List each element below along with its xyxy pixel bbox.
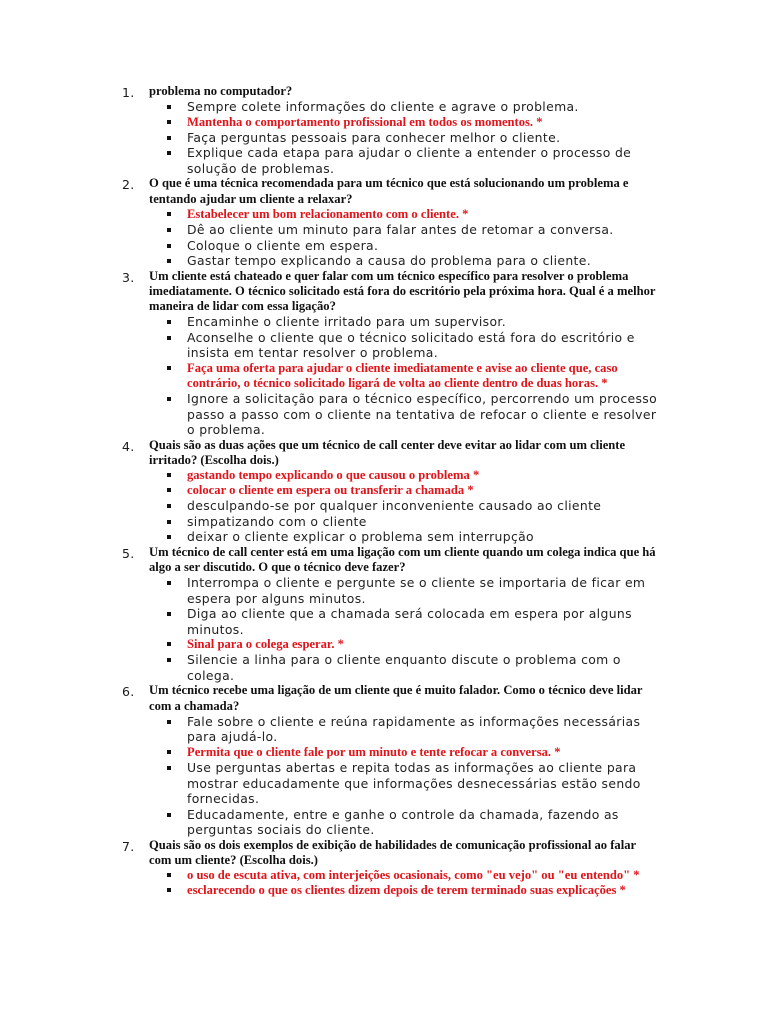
square-bullet-icon bbox=[167, 366, 171, 370]
question-text: Quais são as duas ações que um técnico de call center deve evitar ao lidar com um cliente irritado? (Escolha dois.) bbox=[149, 437, 626, 467]
quiz-document bbox=[0, 84, 768, 898]
option-text: colocar o cliente em espera ou transferir a chamada * bbox=[187, 483, 474, 498]
option-text: Use perguntas abertas e repita todas as informações ao cliente para mostrar educadamente que informações desnecessárias estão sendo fornecidas. bbox=[187, 760, 641, 807]
square-bullet-icon bbox=[167, 658, 171, 662]
question-number: 1. bbox=[122, 85, 135, 100]
square-bullet-icon bbox=[167, 120, 171, 124]
square-bullet-icon bbox=[167, 581, 171, 585]
option bbox=[187, 391, 657, 438]
option bbox=[187, 652, 657, 683]
option-text: deixar o cliente explicar o problema sem interrupção bbox=[187, 529, 534, 545]
question-5 bbox=[0, 545, 768, 684]
correct-option bbox=[187, 883, 657, 898]
square-bullet-icon bbox=[167, 612, 171, 616]
square-bullet-icon bbox=[167, 228, 171, 232]
option-text: Mantenha o comportamento profissional em todos os momentos. * bbox=[187, 114, 543, 129]
option bbox=[187, 330, 657, 361]
options-list bbox=[0, 207, 768, 269]
options-list bbox=[0, 868, 768, 898]
option bbox=[187, 514, 657, 530]
option-text: Sinal para o colega esperar. * bbox=[187, 637, 344, 652]
question-2 bbox=[0, 176, 768, 268]
square-bullet-icon bbox=[167, 136, 171, 140]
correct-option bbox=[187, 115, 657, 130]
correct-option bbox=[187, 468, 657, 483]
square-bullet-icon bbox=[167, 259, 171, 263]
option-text: Coloque o cliente em espera. bbox=[187, 237, 379, 253]
square-bullet-icon bbox=[167, 320, 171, 324]
correct-option bbox=[187, 361, 657, 391]
option-text: desculpando-se por qualquer inconveniente causado ao cliente bbox=[187, 498, 602, 514]
option bbox=[187, 314, 657, 330]
square-bullet-icon bbox=[167, 766, 171, 770]
square-bullet-icon bbox=[167, 212, 171, 216]
square-bullet-icon bbox=[167, 873, 171, 877]
options-list bbox=[0, 714, 768, 838]
option-text: Sempre colete informações do cliente e agrave o problema. bbox=[187, 99, 579, 115]
option bbox=[187, 253, 657, 269]
option-text: o uso de escuta ativa, com interjeições ocasionais, como "eu vejo" ou "eu entendo" * bbox=[187, 867, 640, 882]
square-bullet-icon bbox=[167, 397, 171, 401]
option-text: Permita que o cliente fale por um minuto e tente refocar a conversa. * bbox=[187, 744, 561, 759]
option-text: esclarecendo o que os clientes dizem depois de terem terminado suas explicações * bbox=[187, 883, 626, 898]
option bbox=[187, 575, 657, 606]
option-text: Gastar tempo explicando a causa do problema para o cliente. bbox=[187, 253, 592, 269]
option bbox=[187, 222, 657, 238]
square-bullet-icon bbox=[167, 105, 171, 109]
option bbox=[187, 807, 657, 838]
option bbox=[187, 714, 657, 745]
option bbox=[187, 606, 657, 637]
option bbox=[187, 529, 657, 545]
question-text: problema no computador? bbox=[149, 84, 293, 98]
square-bullet-icon bbox=[167, 151, 171, 155]
option-text: Fale sobre o cliente e reúna rapidamente as informações necessárias para ajudá-lo. bbox=[187, 713, 641, 745]
option bbox=[187, 238, 657, 254]
square-bullet-icon bbox=[167, 520, 171, 524]
correct-option bbox=[187, 483, 657, 498]
option-text: Interrompa o cliente e pergunte se o cliente se importaria de ficar em espera por alguns minutos. bbox=[187, 575, 646, 606]
option-text: Encaminhe o cliente irritado para um supervisor. bbox=[187, 314, 507, 330]
option-text: Dê ao cliente um minuto para falar antes de retomar a conversa. bbox=[187, 222, 614, 238]
square-bullet-icon bbox=[167, 720, 171, 724]
question-number: 5. bbox=[122, 545, 135, 561]
option-text: Aconselhe o cliente que o técnico solicitado está fora do escritório e insista em tentar resolver o problema. bbox=[187, 329, 635, 361]
option bbox=[187, 145, 657, 176]
square-bullet-icon bbox=[167, 488, 171, 492]
correct-option bbox=[187, 868, 657, 883]
question-number: 3. bbox=[122, 269, 135, 285]
question-1 bbox=[0, 84, 768, 176]
question-text: Quais são os dois exemplos de exibição de habilidades de comunicação profissional ao falar com um cliente? (Escolha dois.) bbox=[149, 837, 636, 867]
option bbox=[187, 99, 657, 115]
options-list bbox=[0, 314, 768, 437]
square-bullet-icon bbox=[167, 504, 171, 508]
square-bullet-icon bbox=[167, 642, 171, 646]
options-list bbox=[0, 99, 768, 176]
question-6 bbox=[0, 683, 768, 837]
question-7 bbox=[0, 838, 768, 899]
option-text: gastando tempo explicando o que causou o problema * bbox=[187, 467, 480, 482]
correct-option bbox=[187, 745, 657, 760]
question-text: O que é uma técnica recomendada para um técnico que está solucionando um problema e tentando ajudar um cliente a relaxar? bbox=[149, 176, 629, 206]
option bbox=[187, 498, 657, 514]
square-bullet-icon bbox=[167, 473, 171, 477]
question-3 bbox=[0, 269, 768, 438]
correct-option bbox=[187, 637, 657, 652]
option-text: Faça perguntas pessoais para conhecer melhor o cliente. bbox=[187, 129, 561, 145]
question-text: Um cliente está chateado e quer falar com um técnico específico para resolver o problema imediatamente. O técnico solicitado está fora do escritório pela próxima hora. Qual é a melhor maneira de lidar com essa ligação? bbox=[149, 268, 656, 313]
option-text: Explique cada etapa para ajudar o cliente a entender o processo de solução de problemas. bbox=[187, 145, 632, 176]
options-list bbox=[0, 468, 768, 545]
option-text: simpatizando com o cliente bbox=[187, 513, 367, 529]
square-bullet-icon bbox=[167, 336, 171, 340]
option-text: Diga ao cliente que a chamada será colocada em espera por alguns minutos. bbox=[187, 606, 632, 637]
question-text: Um técnico de call center está em uma ligação com um cliente quando um colega indica que há algo a ser discutido. O que o técnico deve fazer? bbox=[149, 544, 656, 575]
correct-option bbox=[187, 207, 657, 222]
question-number: 2. bbox=[122, 177, 135, 193]
option-text: Estabelecer um bom relacionamento com o cliente. * bbox=[187, 206, 469, 221]
square-bullet-icon bbox=[167, 750, 171, 754]
options-list bbox=[0, 575, 768, 683]
question-text: Um técnico recebe uma ligação de um cliente que é muito falador. Como o técnico deve lidar com a chamada? bbox=[149, 683, 643, 713]
square-bullet-icon bbox=[167, 813, 171, 817]
option-text: Faça uma oferta para ajudar o cliente imediatamente e avise ao cliente que, caso contrário, o técnico solicitado ligará de volta ao cliente dentro de duas horas. * bbox=[187, 360, 618, 390]
option bbox=[187, 130, 657, 146]
question-number: 4. bbox=[122, 438, 135, 454]
question-number: 7. bbox=[122, 838, 135, 854]
option-text: Educadamente, entre e ganhe o controle da chamada, fazendo as perguntas sociais do cliente. bbox=[187, 806, 619, 838]
square-bullet-icon bbox=[167, 244, 171, 248]
question-4 bbox=[0, 438, 768, 545]
option-text: Silencie a linha para o cliente enquanto discute o problema com o colega. bbox=[187, 652, 621, 683]
option-text: Ignore a solicitação para o técnico específico, percorrendo um processo passo a passo com o cliente na tentativa de refocar o cliente e resolver o problema. bbox=[187, 391, 658, 438]
square-bullet-icon bbox=[167, 535, 171, 539]
square-bullet-icon bbox=[167, 888, 171, 892]
question-number: 6. bbox=[122, 684, 135, 700]
option bbox=[187, 760, 657, 807]
